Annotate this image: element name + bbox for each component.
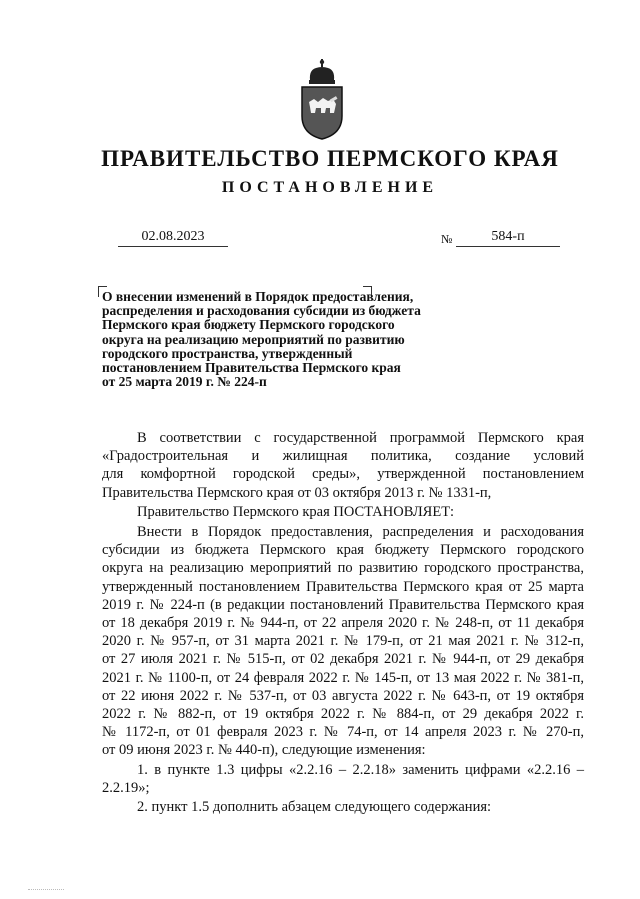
text-line: от 27 июля 2021 г. № 515-п, от 02 декабря 2021 г. № 944-п, от 29 декабря: [102, 651, 584, 668]
text-line: В соответствии с государственной программой Пермского края: [137, 430, 584, 446]
amendment-paragraph: [102, 523, 584, 760]
text-line: от 09 июня 2023 г. № 440-п), следующие изменения:: [102, 742, 426, 759]
item-1-paragraph: [102, 761, 584, 797]
subject-line: округа на реализацию мероприятий по развитию: [102, 331, 405, 347]
document-type: ПОСТАНОВЛЕНИЕ: [221, 179, 439, 196]
document-date: 02.08.2023: [118, 229, 228, 247]
government-title: ПРАВИТЕЛЬСТВО ПЕРМСКОГО КРАЯ: [101, 146, 559, 171]
item-2-paragraph: [102, 798, 584, 816]
subject-line: распределения и расходования субсидии из бюджета: [102, 303, 421, 319]
text-line: «Градостроительная и жилищная политика, создание условий: [102, 448, 584, 465]
perm-krai-coat-of-arms-icon: [297, 58, 347, 140]
text-line: субсидии из бюджета Пермского края бюджету Пермского городского: [102, 542, 584, 559]
subject-line: городского пространства, утвержденный: [102, 345, 353, 361]
text-line: 2021 г. № 1100-п, от 24 февраля 2022 г. № 145-п, от 13 мая 2022 г. № 381-п,: [102, 669, 584, 686]
text-line: Правительства Пермского края от 03 октября 2013 г. № 1331-п,: [102, 484, 492, 501]
text-line: 2019 г. № 224-п (в редакции постановлений Правительства Пермского края: [102, 596, 584, 613]
text-line: 2020 г. № 957-п, от 31 марта 2021 г. № 179-п, от 21 мая 2021 г. № 312-п,: [102, 633, 584, 650]
document-subject: [102, 290, 482, 389]
text-line: округа на реализацию мероприятий по развитию городского пространства,: [102, 560, 584, 577]
text-line: от 18 декабря 2019 г. № 944-п, от 22 апреля 2020 г. № 248-п, от 11 декабря: [102, 615, 584, 632]
number-sign: №: [441, 232, 453, 246]
text-line: Правительство Пермского края ПОСТАНОВЛЯЕТ:: [137, 503, 455, 520]
text-line: для комфортной городской среды», утвержденной постановлением: [102, 466, 584, 483]
resolution-paragraph: [102, 503, 584, 521]
document-number: 584-п: [456, 229, 560, 247]
text-line: 2.2.19»;: [102, 779, 150, 796]
text-line: № 1172-п, от 01 февраля 2023 г. № 74-п, от 14 апреля 2023 г. № 270-п,: [102, 724, 584, 741]
subject-line: постановлением Правительства Пермского края: [102, 360, 401, 376]
text-line: 2022 г. № 882-п, от 19 октября 2022 г. № 884-п, от 29 декабря 2022 г.: [102, 706, 584, 723]
subject-line: О внесении изменений в Порядок предоставления,: [102, 289, 414, 304]
text-line: от 22 июня 2022 г. № 537-п, от 03 августа 2022 г. № 643-п, от 19 октября: [102, 687, 584, 704]
subject-line: Пермского края бюджету Пермского городского: [102, 317, 395, 333]
subject-line: от 25 марта 2019 г. № 224-п: [102, 374, 267, 390]
text-line: 1. в пункте 1.3 цифры «2.2.16 – 2.2.18» заменить цифрами «2.2.16 –: [137, 761, 584, 778]
preamble-paragraph: [102, 429, 584, 502]
text-line: утвержденный постановлением Правительства Пермского края от 25 марта: [102, 578, 584, 595]
document-body: [102, 429, 584, 823]
text-line: 2. пункт 1.5 дополнить абзацем следующего содержания:: [137, 799, 492, 816]
text-line: Внести в Порядок предоставления, распределения и расходования: [137, 524, 584, 541]
scan-footer-mark: [28, 889, 64, 890]
